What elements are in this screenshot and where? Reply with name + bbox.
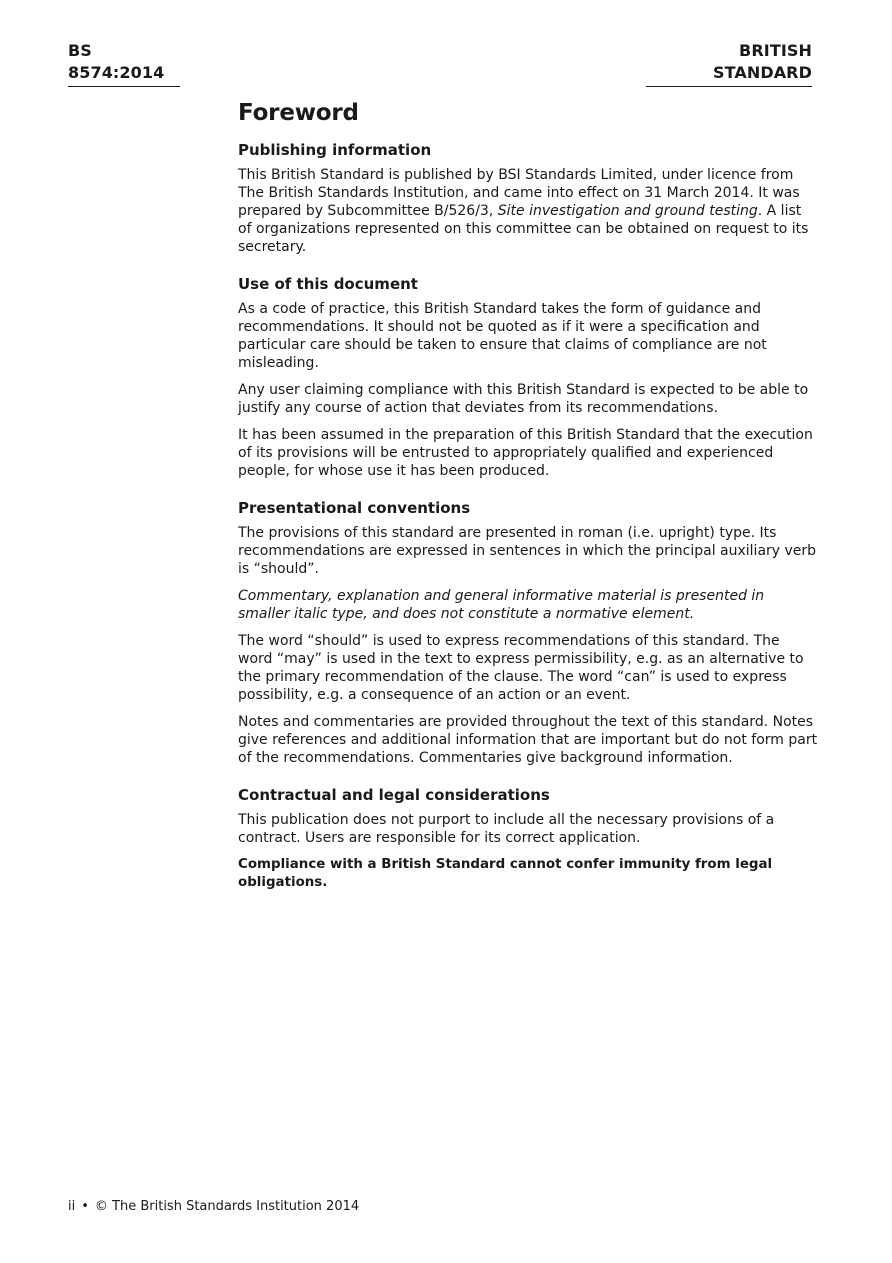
use-paragraph-1: As a code of practice, this British Standard takes the form of guidance and recommendations. It should not be quoted as if it were a specification and particular care should be taken to ensure that claims of compliance are not misleading. (238, 301, 767, 371)
use-paragraph-2: Any user claiming compliance with this British Standard is expected to be able to justify any course of action that deviates from its recommendations. (238, 382, 809, 416)
document-type: BRITISH STANDARD (646, 40, 812, 87)
use-paragraph-3: It has been assumed in the preparation of this British Standard that the execution of its provisions will be entrusted to appropriately qualified and experienced people, for whose use it has been produced. (238, 427, 813, 479)
conventions-paragraph-4: Notes and commentaries are provided throughout the text of this standard. Notes give references and additional information that are important but do not form part of the recommendations. Commentaries give background information. (238, 714, 818, 766)
copyright-notice: © The British Standards Institution 2014 (94, 1199, 360, 1214)
publishing-text-end: . A list of organizations represented on this committee can be obtained on request to its secretary. (238, 203, 809, 255)
page-title: Foreword (238, 100, 359, 126)
legal-paragraph: This publication does not purport to include all the necessary provisions of a contract. Users are responsible for its correct application. (238, 812, 775, 846)
conventions-paragraph-1: The provisions of this standard are presented in roman (i.e. upright) type. Its recommendations are expressed in sentences in which the principal auxiliary verb is “should”. (238, 525, 817, 577)
page-footer (68, 1198, 359, 1216)
publishing-heading: Publishing information (238, 141, 432, 159)
publishing-text-start: This British Standard is published by BSI Standards Limited, under licence from The British Standards Institution, and came into effect on 31 March 2014. It was prepared by Subcommittee B/526/3, (238, 167, 800, 219)
page-number: ii (68, 1199, 76, 1214)
foreword-content (238, 98, 818, 901)
publishing-paragraph (238, 166, 818, 256)
legal-heading: Contractual and legal considerations (238, 786, 550, 804)
conventions-paragraph-3: The word “should” is used to express recommendations of this standard. The word “may” is used in the text to express permissibility, e.g. as an alternative to the primary recommendation of the clause. The word “can” is used to express possibility, e.g. a consequence of an action or an event. (238, 633, 804, 703)
document-id: BS 8574:2014 (68, 40, 180, 87)
committee-title: Site investigation and ground testing (497, 203, 758, 219)
bullet-separator: • (81, 1199, 89, 1214)
conventions-commentary: Commentary, explanation and general informative material is presented in smaller italic type, and does not constitute a normative element. (238, 588, 765, 622)
legal-disclaimer: Compliance with a British Standard cannot confer immunity from legal obligations. (238, 857, 773, 890)
use-heading: Use of this document (238, 275, 418, 293)
conventions-heading: Presentational conventions (238, 499, 471, 517)
